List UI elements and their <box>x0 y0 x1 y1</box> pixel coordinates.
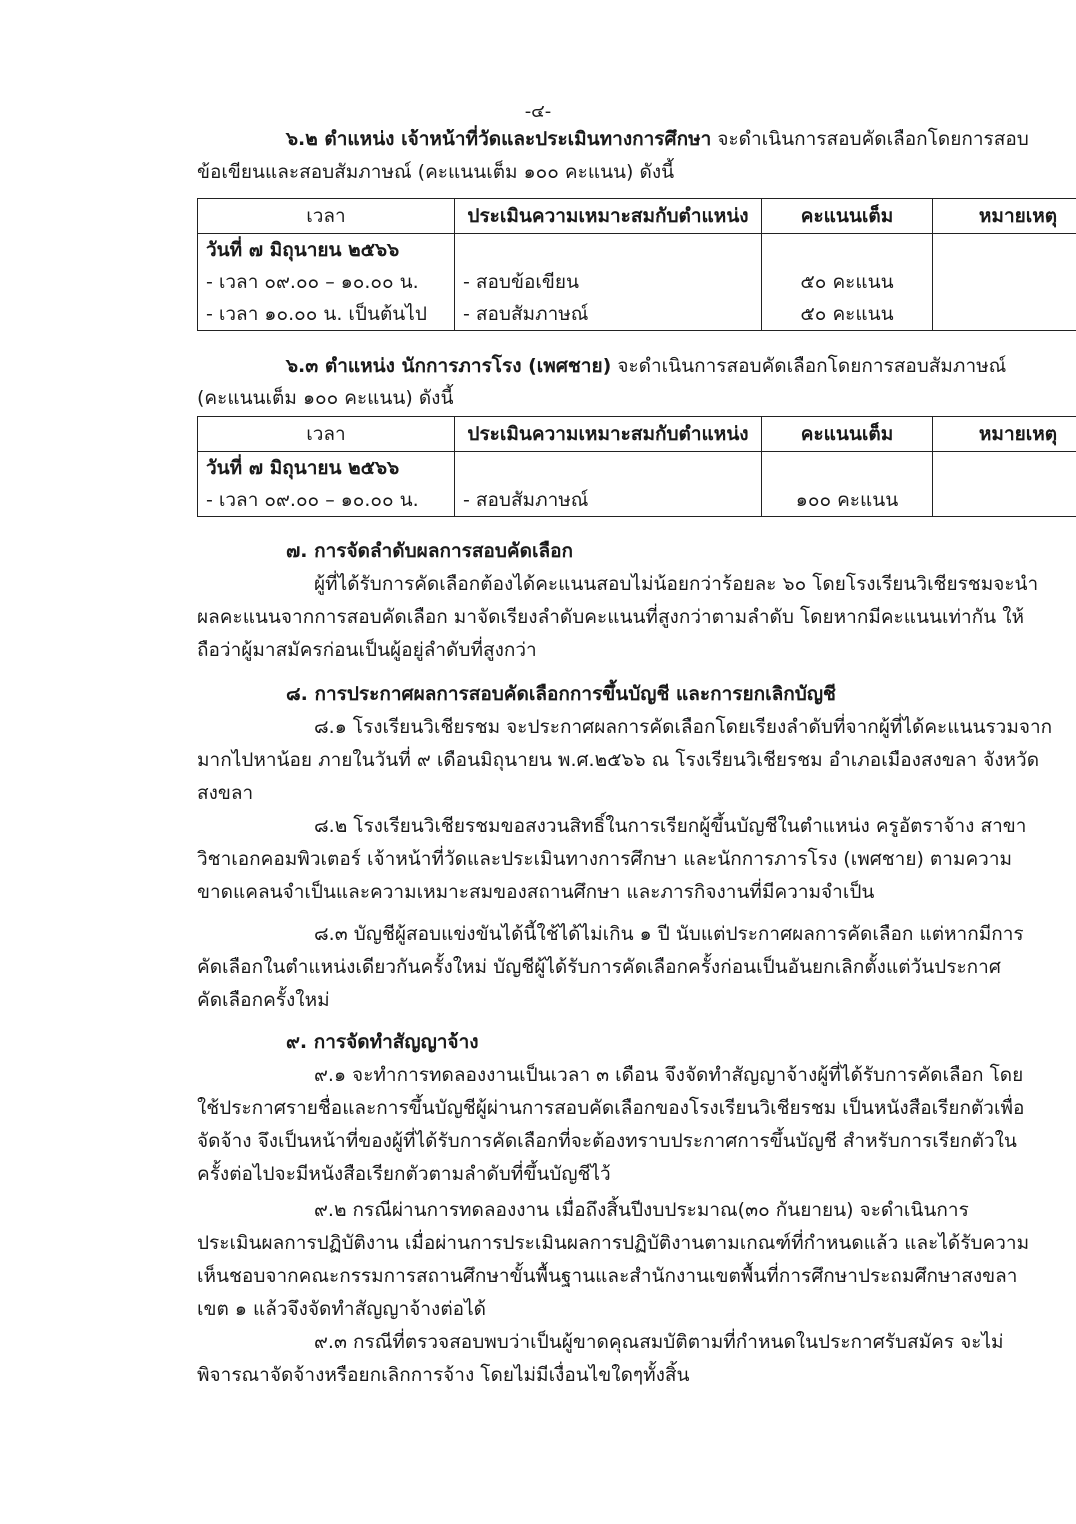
table-date: วันที่ ๗ มิถุนายน ๒๕๖๖ <box>206 457 400 479</box>
header-full-score: คะแนนเต็ม <box>762 417 933 452</box>
section-9-1-line: จัดจ้าง จึงเป็นหน้าที่ของผู้ที่ได้รับการคัดเลือกที่จะต้องทราบประกาศการขึ้นบัญชี สำหรับการเรียกตัวใน <box>197 1130 1017 1152</box>
row-remarks <box>933 234 1076 331</box>
page-number: -๔- <box>524 101 552 122</box>
section-6-2-heading: ๖.๒ ตำแหน่ง เจ้าหน้าที่วัดและประเมินทางการศึกษา <box>286 128 712 150</box>
table-row <box>198 452 1076 517</box>
section-8-2-line: ขาดแคลนจำเป็นและความเหมาะสมของสถานศึกษา และภารกิจงานที่มีความจำเป็น <box>197 881 875 903</box>
section-7-line: ถือว่าผู้มาสมัครก่อนเป็นผู้อยู่ลำดับที่สูงกว่า <box>197 639 537 661</box>
section-7-line: ผู้ที่ได้รับการคัดเลือกต้องได้คะแนนสอบไม่น้อยกว่าร้อยละ ๖๐ โดยโรงเรียนวิเชียรชมจะนำ <box>314 573 1039 595</box>
section-8-1-line: สงขลา <box>197 782 254 804</box>
row-item: - สอบข้อเขียน <box>463 271 579 293</box>
section-8-2-line: วิชาเอกคอมพิวเตอร์ เจ้าหน้าที่วัดและประเมินทางการศึกษา และนักการภารโรง (เพศชาย) ตามความ <box>197 848 1013 870</box>
row-score: ๕๐ คะแนน <box>800 303 894 325</box>
section-8-2-line: ๘.๒ โรงเรียนวิเชียรชมขอสงวนสิทธิ์ในการเรียกผู้ขึ้นบัญชีในตำแหน่ง ครูอัตราจ้าง สาขา <box>314 815 1027 837</box>
section-6-2-text: จะดำเนินการสอบคัดเลือกโดยการสอบ <box>717 128 1029 150</box>
section-6-3-text: จะดำเนินการสอบคัดเลือกโดยการสอบสัมภาษณ์ <box>617 355 1007 377</box>
section-9-3-line: ๙.๓ กรณีที่ตรวจสอบพบว่าเป็นผู้ขาดคุณสมบัติตามที่กำหนดในประกาศรับสมัคร จะไม่ <box>314 1331 1004 1353</box>
table-date: วันที่ ๗ มิถุนายน ๒๕๖๖ <box>206 239 400 261</box>
row-time: - เวลา ๐๙.๐๐ – ๑๐.๐๐ น. <box>206 489 419 511</box>
section-8-3-line: คัดเลือกครั้งใหม่ <box>197 989 330 1011</box>
section-6-3-line-1 <box>286 352 1006 380</box>
section-9-heading: ๙. การจัดทำสัญญาจ้าง <box>286 1031 479 1053</box>
section-6-3-heading: ๖.๓ ตำแหน่ง นักการภารโรง (เพศชาย) <box>286 355 612 377</box>
table-row <box>198 234 1076 331</box>
section-9-2-line: เห็นชอบจากคณะกรรมการสถานศึกษาขั้นพื้นฐานและสำนักงานเขตพื้นที่การศึกษาประถมศึกษาสงขลา <box>197 1265 1018 1287</box>
header-assessment: ประเมินความเหมาะสมกับตำแหน่ง <box>455 417 762 452</box>
header-full-score: คะแนนเต็ม <box>762 199 933 234</box>
section-9-2-line: ประเมินผลการปฏิบัติงาน เมื่อผ่านการประเมินผลการปฏิบัติงานตามเกณฑ์ที่กำหนดแล้ว และได้รับความ <box>197 1232 1030 1254</box>
section-8-3-line: ๘.๓ บัญชีผู้สอบแข่งขันได้นี้ใช้ได้ไม่เกิน ๑ ปี นับแต่ประกาศผลการคัดเลือก แต่หากมีการ <box>314 923 1024 945</box>
section-8-1-line: ๘.๑ โรงเรียนวิเชียรชม จะประกาศผลการคัดเลือกโดยเรียงลำดับที่จากผู้ที่ได้คะแนนรวมจาก <box>314 716 1053 738</box>
header-remarks: หมายเหตุ <box>933 199 1076 234</box>
row-remarks <box>933 452 1076 517</box>
header-assessment: ประเมินความเหมาะสมกับตำแหน่ง <box>455 199 762 234</box>
section-9-1-line: ครั้งต่อไปจะมีหนังสือเรียกตัวตามลำดับที่ขึ้นบัญชีไว้ <box>197 1163 611 1185</box>
table-header-row <box>198 199 1076 234</box>
row-item: - สอบสัมภาษณ์ <box>463 489 589 511</box>
section-6-3-line-2: (คะแนนเต็ม ๑๐๐ คะแนน) ดังนี้ <box>197 387 454 409</box>
section-7-line: ผลคะแนนจากการสอบคัดเลือก มาจัดเรียงลำดับคะแนนที่สูงกว่าตามลำดับ โดยหากมีคะแนนเท่ากัน ให้ <box>197 606 1025 628</box>
section-8-3-line: คัดเลือกในตำแหน่งเดียวกันครั้งใหม่ บัญชีผู้ได้รับการคัดเลือกครั้งก่อนเป็นอันยกเลิกตั้งแต่วันประกาศ <box>197 956 1001 978</box>
section-9-2-line: เขต ๑ แล้วจึงจัดทำสัญญาจ้างต่อได้ <box>197 1298 486 1320</box>
row-time: - เวลา ๐๙.๐๐ – ๑๐.๐๐ น. <box>206 271 419 293</box>
section-9-1-line: ใช้ประกาศรายชื่อและการขึ้นบัญชีผู้ผ่านการสอบคัดเลือกของโรงเรียนวิเชียรชม เป็นหนังสือเรียกตัวเพื่อ <box>197 1097 1025 1119</box>
section-9-2-line: ๙.๒ กรณีผ่านการทดลองงาน เมื่อถึงสิ้นปีงบประมาณ(๓๐ กันยายน) จะดำเนินการ <box>314 1199 969 1221</box>
section-6-2-line-2: ข้อเขียนและสอบสัมภาษณ์ (คะแนนเต็ม ๑๐๐ คะแนน) ดังนี้ <box>197 161 675 183</box>
row-item: - สอบสัมภาษณ์ <box>463 303 589 325</box>
section-8-1-line: มากไปหาน้อย ภายในวันที่ ๙ เดือนมิถุนายน พ.ศ.๒๕๖๖ ณ โรงเรียนวิเชียรชม อำเภอเมืองสงขลา จังหวัด <box>197 749 1040 771</box>
table-6-3 <box>197 416 1076 517</box>
table-6-2 <box>197 198 1076 331</box>
row-score: ๕๐ คะแนน <box>800 271 894 293</box>
table-header-row <box>198 417 1076 452</box>
row-time: - เวลา ๑๐.๐๐ น. เป็นต้นไป <box>206 303 427 325</box>
section-7-heading: ๗. การจัดลำดับผลการสอบคัดเลือก <box>286 540 574 562</box>
section-8-heading: ๘. การประกาศผลการสอบคัดเลือกการขึ้นบัญชี และการยกเลิกบัญชี <box>286 683 836 705</box>
section-9-1-line: ๙.๑ จะทำการทดลองงานเป็นเวลา ๓ เดือน จึงจัดทำสัญญาจ้างผู้ที่ได้รับการคัดเลือก โดย <box>314 1064 1024 1086</box>
header-remarks: หมายเหตุ <box>933 417 1076 452</box>
section-9-3-line: พิจารณาจัดจ้างหรือยกเลิกการจ้าง โดยไม่มีเงื่อนไขใดๆทั้งสิ้น <box>197 1364 690 1386</box>
row-score: ๑๐๐ คะแนน <box>795 489 899 511</box>
section-6-2-line-1 <box>286 125 1029 153</box>
header-time: เวลา <box>198 417 455 452</box>
header-time: เวลา <box>198 199 455 234</box>
